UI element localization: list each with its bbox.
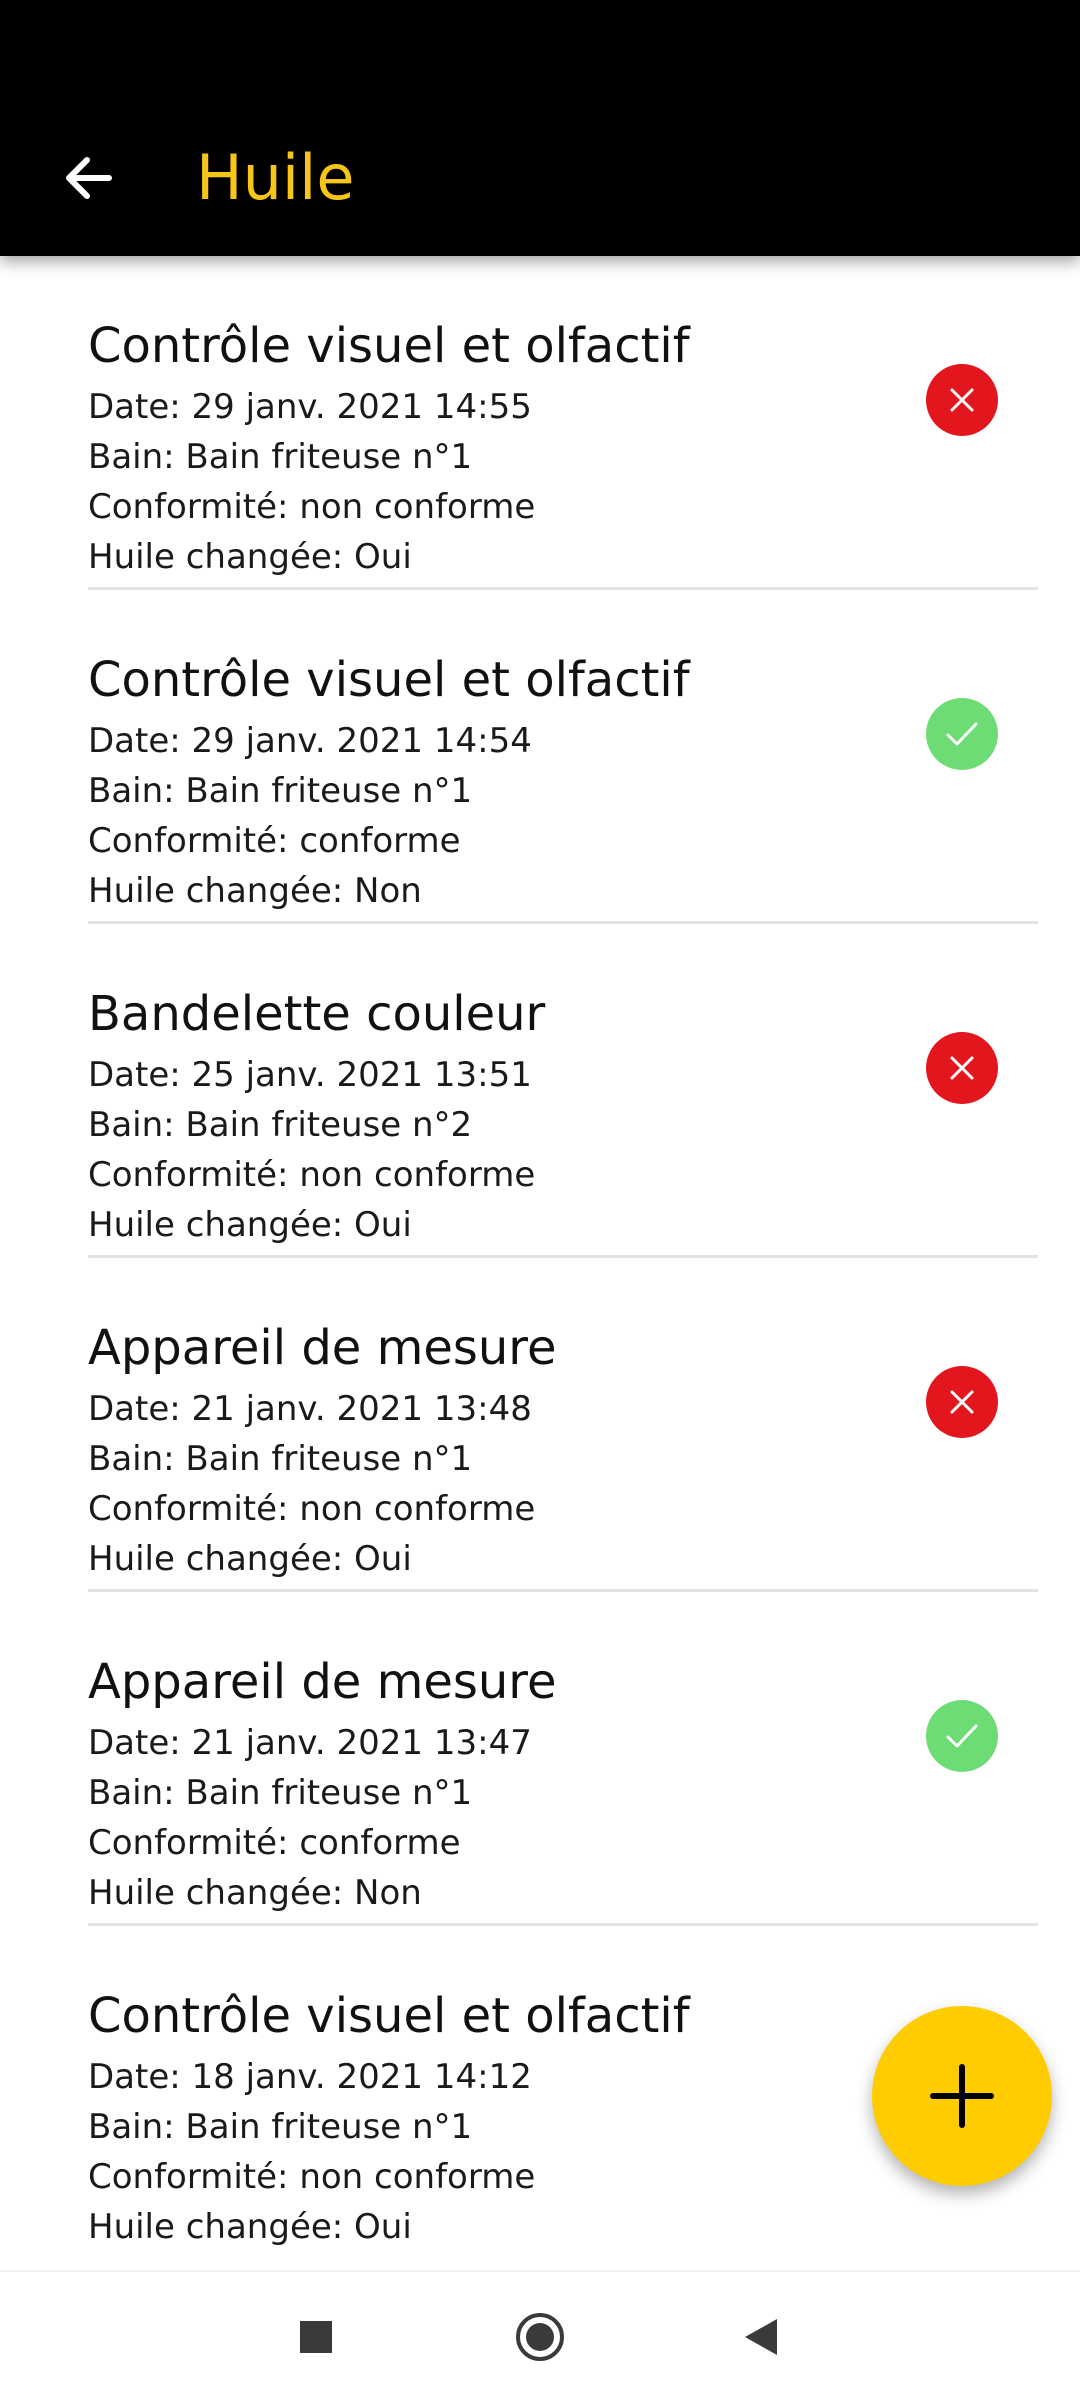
item-bath: Bain: Bain friteuse n°1	[88, 1439, 473, 1479]
item-bath: Bain: Bain friteuse n°2	[88, 1105, 473, 1145]
system-back-button[interactable]	[716, 2292, 806, 2382]
item-oil-changed: Huile changée: Oui	[88, 1205, 412, 1245]
item-title: Appareil de mesure	[88, 1654, 557, 1710]
item-title: Contrôle visuel et olfactif	[88, 1988, 690, 2044]
item-bath: Bain: Bain friteuse n°1	[88, 437, 473, 477]
item-conformity: Conformité: non conforme	[88, 2157, 536, 2197]
item-date: Date: 21 janv. 2021 13:47	[88, 1723, 532, 1763]
x-circle-icon	[926, 364, 998, 436]
app-bar	[0, 0, 1080, 256]
item-title: Contrôle visuel et olfactif	[88, 652, 690, 708]
arrow-left-icon	[63, 156, 113, 200]
system-nav-bar	[0, 2270, 1080, 2400]
item-oil-changed: Huile changée: Oui	[88, 537, 412, 577]
item-date: Date: 21 janv. 2021 13:48	[88, 1389, 532, 1429]
item-oil-changed: Huile changée: Non	[88, 1873, 422, 1913]
item-conformity: Conformité: non conforme	[88, 487, 536, 527]
page-title: Huile	[196, 141, 355, 214]
item-bath: Bain: Bain friteuse n°1	[88, 1773, 473, 1813]
triangle-back-icon	[741, 2317, 781, 2357]
oil-check-list	[0, 256, 1080, 2270]
back-button[interactable]	[50, 138, 126, 218]
item-oil-changed: Huile changée: Oui	[88, 2207, 412, 2247]
x-circle-icon	[926, 1366, 998, 1438]
list-item[interactable]	[88, 924, 1038, 1258]
item-oil-changed: Huile changée: Oui	[88, 1539, 412, 1579]
item-date: Date: 29 janv. 2021 14:55	[88, 387, 532, 427]
item-conformity: Conformité: non conforme	[88, 1489, 536, 1529]
item-conformity: Conformité: non conforme	[88, 1155, 536, 1195]
list-item[interactable]	[88, 1592, 1038, 1926]
item-date: Date: 29 janv. 2021 14:54	[88, 721, 532, 761]
check-circle-icon	[926, 698, 998, 770]
add-button[interactable]	[872, 2006, 1052, 2186]
list-item[interactable]	[88, 1258, 1038, 1592]
item-title: Bandelette couleur	[88, 986, 546, 1042]
square-icon	[298, 2319, 334, 2355]
item-conformity: Conformité: conforme	[88, 1823, 461, 1863]
plus-icon	[927, 2061, 997, 2131]
item-title: Contrôle visuel et olfactif	[88, 318, 690, 374]
list-item[interactable]	[88, 590, 1038, 924]
item-oil-changed: Huile changée: Non	[88, 871, 422, 911]
item-conformity: Conformité: conforme	[88, 821, 461, 861]
circle-icon	[514, 2311, 566, 2363]
check-circle-icon	[926, 1700, 998, 1772]
item-title: Appareil de mesure	[88, 1320, 557, 1376]
list-item[interactable]	[88, 256, 1038, 590]
recents-button[interactable]	[271, 2292, 361, 2382]
x-circle-icon	[926, 1032, 998, 1104]
item-bath: Bain: Bain friteuse n°1	[88, 771, 473, 811]
item-date: Date: 18 janv. 2021 14:12	[88, 2057, 532, 2097]
item-bath: Bain: Bain friteuse n°1	[88, 2107, 473, 2147]
home-button[interactable]	[495, 2292, 585, 2382]
item-date: Date: 25 janv. 2021 13:51	[88, 1055, 532, 1095]
